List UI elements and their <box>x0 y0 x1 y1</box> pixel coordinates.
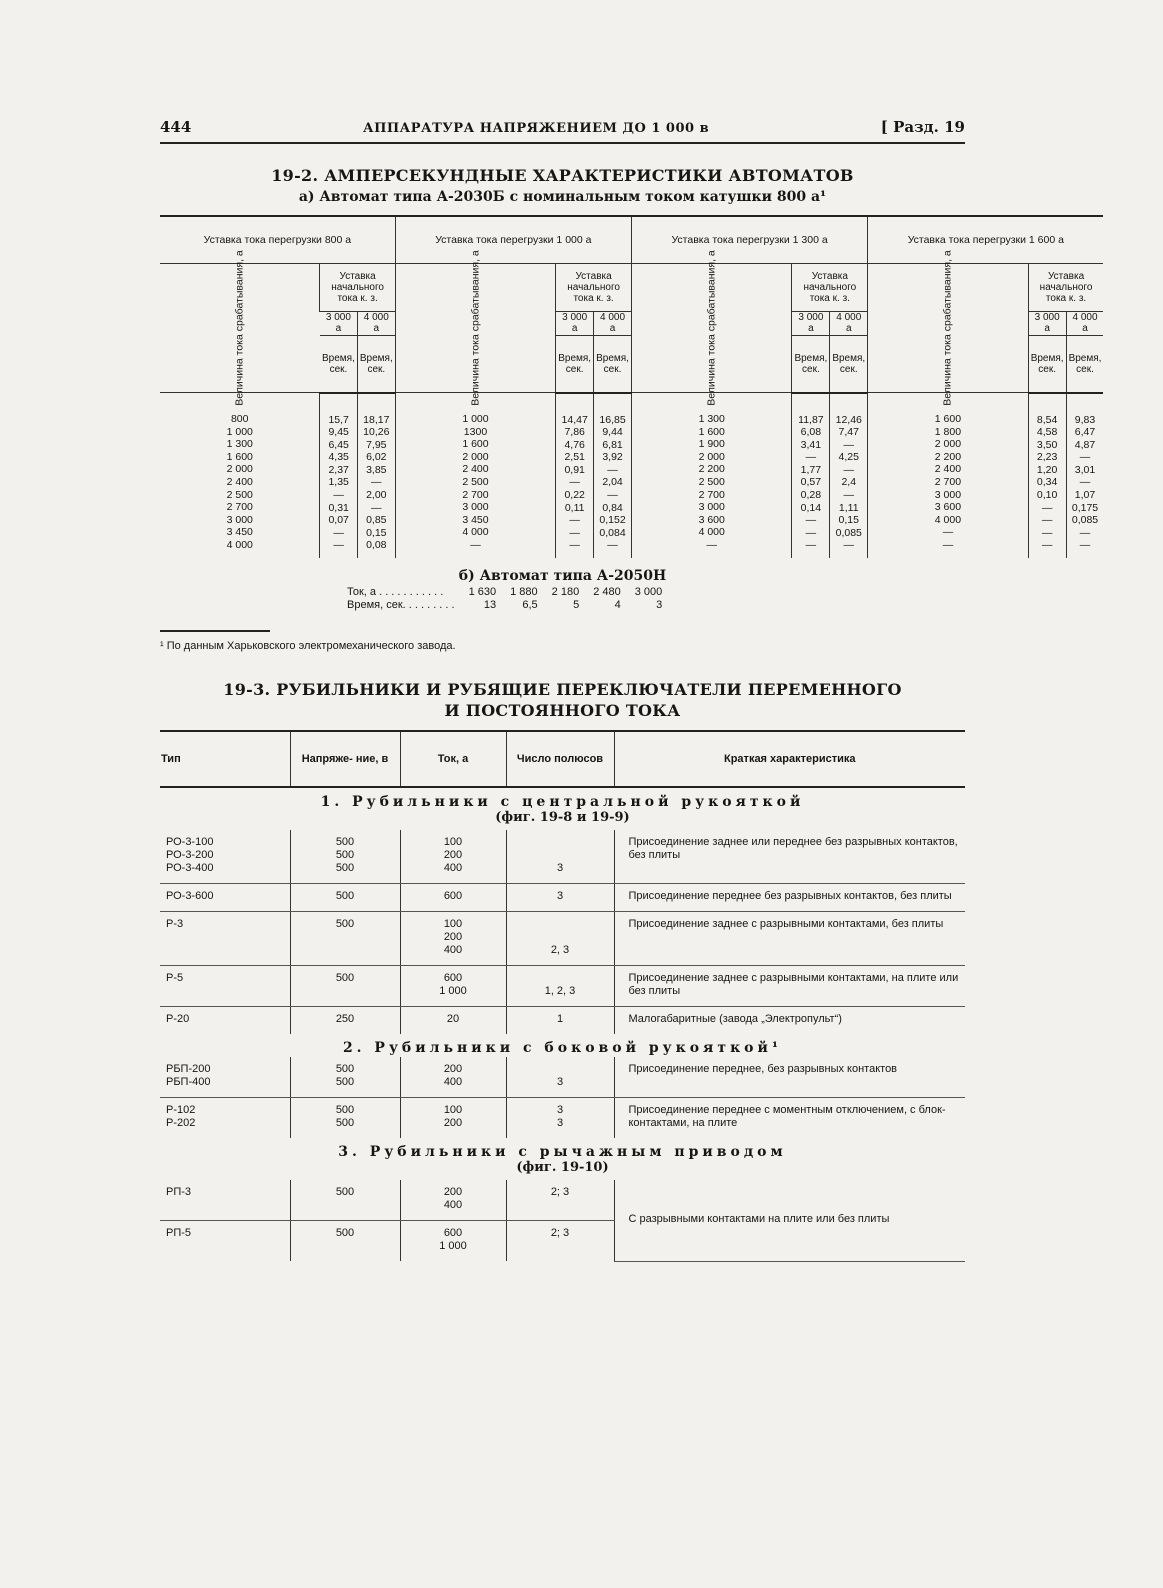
description-cell: Присоединение переднее с моментным отключением, с блок-контактами, на плите <box>614 1098 965 1139</box>
poles-cell: 1 <box>506 1007 614 1035</box>
table-row <box>160 1098 965 1139</box>
current-4000: 4 000 а <box>594 311 632 335</box>
current-cell: 200 400 <box>400 1180 506 1221</box>
description-cell: Присоединение заднее с разрывными контактами, без плиты <box>614 912 965 966</box>
current-cell: 600 1 000 <box>400 1221 506 1262</box>
type-cell: Р-5 <box>160 966 290 1007</box>
voltage-cell: 500 500 <box>290 1098 400 1139</box>
poles-cell: 2; 3 <box>506 1180 614 1221</box>
sub3-fig: (фиг. 19-10) <box>516 1160 609 1176</box>
initial-label: Уставка начального тока к. з. <box>320 264 395 312</box>
ampere-second-table <box>160 215 1103 558</box>
voltage-cell: 500 <box>290 1221 400 1262</box>
subtitle-a: а) Автомат типа А-2030Б с номинальным током катушки 800 а¹ <box>298 189 827 205</box>
poles-cell: 3 <box>506 1057 614 1098</box>
vertical-label: Величина тока срабатывания, а <box>631 264 791 393</box>
table-b-time-value: 6,5 <box>522 599 538 612</box>
sub2-title: 2. Рубильники с боковой рукояткой¹ <box>342 1040 783 1057</box>
group-header-1000: Уставка тока перегрузки 1 000 а <box>395 216 631 264</box>
type-cell: Р-102 Р-202 <box>166 1104 196 1130</box>
table-b-current-value: 2 480 <box>593 586 621 599</box>
description-cell: Присоединение переднее без разрывных контактов, без плиты <box>614 884 965 912</box>
description-cell: Присоединение переднее, без разрывных контактов <box>614 1057 965 1098</box>
table-b-current-value: 1 880 <box>510 586 538 599</box>
description-cell: Присоединение заднее с разрывными контактами, на плите или без плиты <box>614 966 965 1007</box>
data-column: 1 000 1300 1 600 2 000 2 400 2 500 2 700 3 000 3 450 4 000 — <box>395 393 555 559</box>
footnote: ¹ По данным Харьковского электромеханического завода. <box>160 640 456 653</box>
data-column: 1 600 1 800 2 000 2 200 2 400 2 700 3 000 3 600 4 000 — — <box>868 393 1028 559</box>
switches-table <box>160 730 965 1262</box>
vertical-label: Величина тока срабатывания, а <box>395 264 555 393</box>
sub3-title: 3. Рубильники с рычажным приводом <box>338 1144 787 1161</box>
table-b-time-value: 4 <box>614 599 621 612</box>
table-row <box>160 830 965 884</box>
time-label: Время, сек. <box>357 336 395 393</box>
table-row <box>160 884 965 912</box>
description-cell: С разрывными контактами на плите или без плиты <box>614 1180 965 1261</box>
poles-cell: 3 3 <box>506 1098 614 1139</box>
page <box>160 118 1102 1262</box>
poles-cell: 3 <box>506 884 614 912</box>
time-label: Время, сек. <box>594 336 632 393</box>
running-title: АППАРАТУРА НАПРЯЖЕНИЕМ ДО 1 000 в <box>362 121 710 136</box>
current-cell: 100 200 <box>400 1098 506 1139</box>
voltage-cell: 250 <box>290 1007 400 1035</box>
page-number: 444 <box>160 118 192 136</box>
sub1-title: 1. Рубильники с центральной рукояткой <box>320 794 805 811</box>
data-column: 18,17 10,26 7,95 6,02 3,85 — 2,00 — 0,85 0,15 0,08 <box>357 393 395 559</box>
description-cell: Присоединение заднее или переднее без разрывных контактов, без плиты <box>614 830 965 884</box>
vertical-label: Величина тока срабатывания, а <box>160 264 320 393</box>
group-header-800: Уставка тока перегрузки 800 а <box>160 216 395 264</box>
header-voltage: Напряже- ние, в <box>290 731 400 787</box>
vertical-label: Величина тока срабатывания, а <box>868 264 1028 393</box>
current-4000: 4 000 а <box>830 311 868 335</box>
type-cell: РО-3-600 <box>160 884 290 912</box>
header-type: Тип <box>160 731 290 787</box>
type-cell: Р-3 <box>160 912 290 966</box>
current-3000: 3 000 а <box>1028 311 1066 335</box>
data-column: 16,85 9,44 6,81 3,92 — 2,04 — 0,84 0,152 0,084 — <box>594 393 632 559</box>
data-column: 1 300 1 600 1 900 2 000 2 200 2 500 2 700 3 000 3 600 4 000 — <box>631 393 791 559</box>
initial-label: Уставка начального тока к. з. <box>1028 264 1103 312</box>
group-header-1300: Уставка тока перегрузки 1 300 а <box>631 216 867 264</box>
running-head <box>160 118 965 144</box>
footnote-rule <box>160 630 270 632</box>
subtitle-b: б) Автомат типа А-2050Н <box>458 568 667 585</box>
current-4000: 4 000 а <box>1066 311 1103 335</box>
table-b-current-label: Ток, а . . . . . . . . . . . <box>347 586 444 599</box>
voltage-cell: 500 <box>290 966 400 1007</box>
type-cell: РО-3-100 РО-3-200 РО-3-400 <box>160 830 290 884</box>
time-label: Время, сек. <box>1066 336 1103 393</box>
current-4000: 4 000 а <box>357 311 395 335</box>
sub1-fig: (фиг. 19-8 и 19-9) <box>495 810 630 826</box>
poles-cell: 3 <box>506 830 614 884</box>
current-cell: 100 200 400 <box>400 830 506 884</box>
header-description: Краткая характеристика <box>614 731 965 787</box>
current-3000: 3 000 а <box>556 311 594 335</box>
data-body-row <box>160 393 1103 559</box>
type-cell: РП-3 <box>160 1180 290 1221</box>
time-label: Время, сек. <box>792 336 830 393</box>
table-row <box>160 966 965 1007</box>
group-header-1600: Уставка тока перегрузки 1 600 а <box>868 216 1104 264</box>
current-3000: 3 000 а <box>320 311 357 335</box>
time-label: Время, сек. <box>1028 336 1066 393</box>
voltage-cell: 500 <box>290 884 400 912</box>
poles-cell: 2, 3 <box>506 912 614 966</box>
time-label: Время, сек. <box>320 336 357 393</box>
description-cell: Малогабаритные (завода „Электропульт“) <box>614 1007 965 1035</box>
table-row <box>160 1057 965 1098</box>
current-cell: 200 400 <box>400 1057 506 1098</box>
current-cell: 600 <box>400 884 506 912</box>
table-b-current-value: 1 630 <box>468 586 497 599</box>
header-current: Ток, а <box>400 731 506 787</box>
header-poles: Число полюсов <box>506 731 614 787</box>
voltage-cell: 500 <box>290 1180 400 1221</box>
poles-cell: 2; 3 <box>506 1221 614 1262</box>
table-b-time-value: 3 <box>656 599 663 612</box>
data-column: 9,83 6,47 4,87 — 3,01 — 1,07 0,175 0,085 — — <box>1066 393 1103 559</box>
type-cell: РБП-200 РБП-400 <box>160 1057 290 1098</box>
time-label: Время, сек. <box>830 336 868 393</box>
voltage-cell: 500 500 <box>290 1057 400 1098</box>
data-column: 11,87 6,08 3,41 — 1,77 0,57 0,28 0,14 — — — <box>792 393 830 559</box>
table-row <box>160 912 965 966</box>
section-label: [ Разд. 19 <box>880 118 965 136</box>
data-column: 8,54 4,58 3,50 2,23 1,20 0,34 0,10 — — — — <box>1028 393 1066 559</box>
current-3000: 3 000 а <box>792 311 830 335</box>
initial-label: Уставка начального тока к. з. <box>792 264 868 312</box>
type-cell: Р-20 <box>166 1013 190 1026</box>
table-row <box>160 1007 965 1035</box>
current-cell: 20 <box>400 1007 506 1035</box>
current-cell: 600 1 000 <box>400 966 506 1007</box>
voltage-cell: 500 500 500 <box>290 830 400 884</box>
section-19-2-title: 19-2. АМПЕРСЕКУНДНЫЕ ХАРАКТЕРИСТИКИ АВТОМАТОВ <box>271 166 854 185</box>
current-cell: 100 200 400 <box>400 912 506 966</box>
section-19-3-title-line2: И ПОСТОЯННОГО ТОКА <box>444 701 681 721</box>
poles-cell: 1, 2, 3 <box>506 966 614 1007</box>
table-b <box>340 586 669 612</box>
table-b-current-value: 3 000 <box>634 586 663 599</box>
section-19-3-title: 19-3. РУБИЛЬНИКИ И РУБЯЩИЕ ПЕРЕКЛЮЧАТЕЛИ ПЕРЕМЕННОГО <box>223 680 902 700</box>
data-column: 14,47 7,86 4,76 2,51 0,91 — 0,22 0,11 — — — <box>556 393 594 559</box>
data-column: 15,7 9,45 6,45 4,35 2,37 1,35 — 0,31 0,07 — — <box>320 393 357 559</box>
time-label: Время, сек. <box>556 336 594 393</box>
table-row <box>160 1180 965 1221</box>
table-b-time-label: Время, сек. . . . . . . . . <box>347 599 455 612</box>
data-column: 12,46 7,47 — 4,25 — 2,4 — 1,11 0,15 0,085 — <box>830 393 868 559</box>
table-b-current-value: 2 180 <box>551 586 580 599</box>
table-b-time-value: 13 <box>483 599 497 612</box>
voltage-cell: 500 <box>290 912 400 966</box>
initial-label: Уставка начального тока к. з. <box>556 264 632 312</box>
data-column: 800 1 000 1 300 1 600 2 000 2 400 2 500 2 700 3 000 3 450 4 000 <box>226 413 253 551</box>
table-b-time-value: 5 <box>573 599 580 612</box>
type-cell: РП-5 <box>166 1227 192 1240</box>
